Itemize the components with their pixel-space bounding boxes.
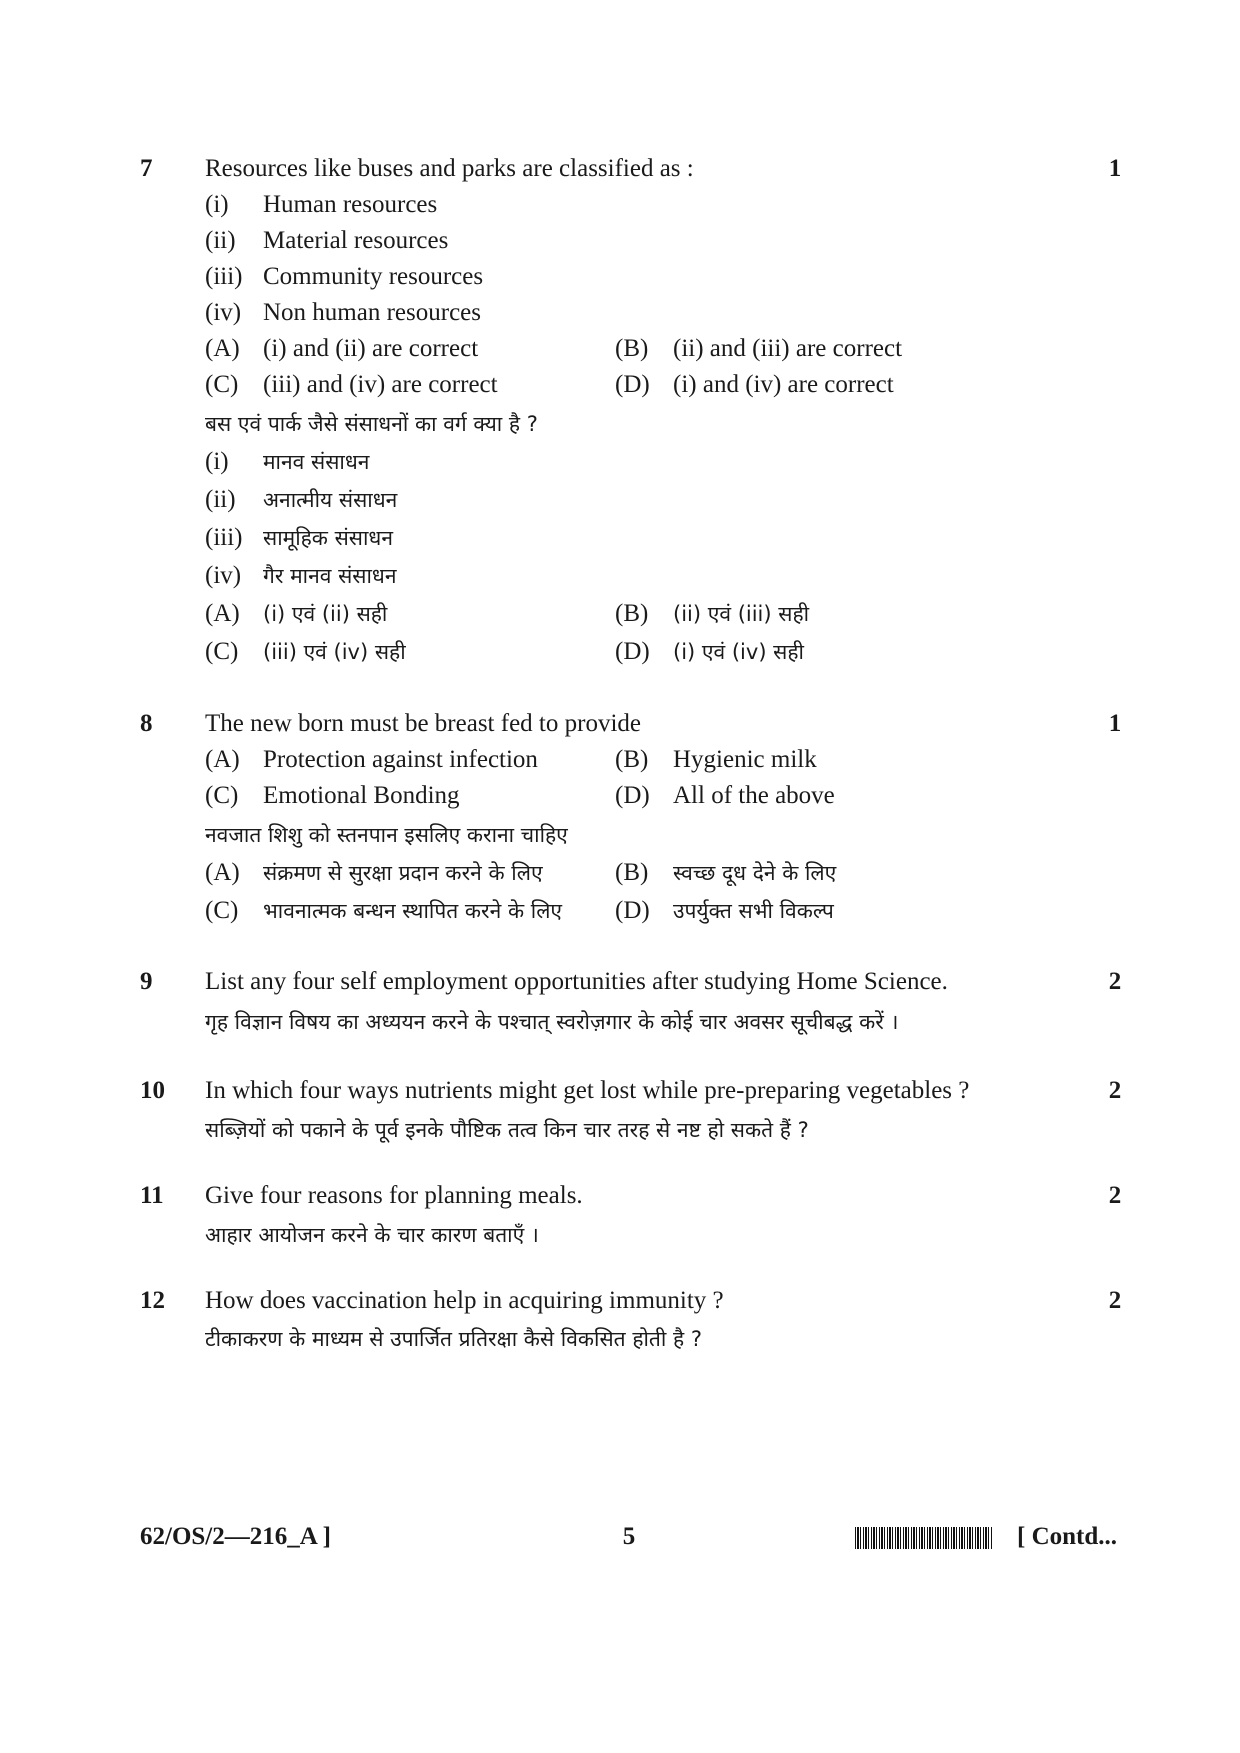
option-d: (D) (i) and (iv) are correct xyxy=(615,371,894,398)
list-item: (i) मानव संसाधन xyxy=(205,448,370,475)
list-item: (iv) गैर मानव संसाधन xyxy=(205,562,397,589)
question-text-en: How does vaccination help in acquiring immunity ? xyxy=(205,1287,724,1314)
contd-label: [ Contd... xyxy=(1017,1523,1118,1550)
question-marks: 1 xyxy=(1108,710,1122,737)
question-marks: 2 xyxy=(1108,1287,1122,1314)
list-item: (ii) Material resources xyxy=(205,227,449,254)
question-number: 7 xyxy=(140,155,153,182)
list-item: (i) Human resources xyxy=(205,191,438,218)
list-item: (iii) Community resources xyxy=(205,263,484,290)
list-item: (ii) अनात्मीय संसाधन xyxy=(205,486,398,513)
option-a: (A) Protection against infection xyxy=(205,746,538,773)
option-c: (C) (iii) and (iv) are correct xyxy=(205,371,498,398)
question-text-hi: गृह विज्ञान विषय का अध्ययन करने के पश्चात् स्वरोज़गार के कोई चार अवसर सूचीबद्ध करें । xyxy=(205,1010,899,1034)
list-item: (iii) सामूहिक संसाधन xyxy=(205,524,393,551)
option-b-hi: (B) (ii) एवं (iii) सही xyxy=(615,600,810,627)
question-text-en: List any four self employment opportunities after studying Home Science. xyxy=(205,968,948,995)
question-number: 12 xyxy=(140,1287,165,1314)
barcode-icon xyxy=(855,1527,993,1549)
question-text-en: Resources like buses and parks are classified as : xyxy=(205,155,694,182)
question-text-en: The new born must be breast fed to provide xyxy=(205,710,641,737)
question-number: 9 xyxy=(140,968,153,995)
question-marks: 2 xyxy=(1108,1182,1122,1209)
question-text-hi: बस एवं पार्क जैसे संसाधनों का वर्ग क्या है ? xyxy=(205,412,538,436)
question-text-hi: सब्ज़ियों को पकाने के पूर्व इनके पौष्टिक तत्व किन चार तरह से नष्ट हो सकते हैं ? xyxy=(205,1118,809,1142)
option-b: (B) (ii) and (iii) are correct xyxy=(615,335,903,362)
option-d-hi: (D) (i) एवं (iv) सही xyxy=(615,638,804,665)
question-text-hi: नवजात शिशु को स्तनपान इसलिए कराना चाहिए xyxy=(205,823,568,847)
paper-code: 62/OS/2—216_A ] xyxy=(140,1523,331,1550)
question-marks: 2 xyxy=(1108,1077,1122,1104)
option-b-hi: (B) स्वच्छ दूध देने के लिए xyxy=(615,859,837,886)
option-a: (A) (i) and (ii) are correct xyxy=(205,335,479,362)
page-footer xyxy=(0,1523,1240,1557)
option-c-hi: (C) (iii) एवं (iv) सही xyxy=(205,638,406,665)
option-d: (D) All of the above xyxy=(615,782,835,809)
question-text-en: In which four ways nutrients might get lost while pre-preparing vegetables ? xyxy=(205,1077,970,1104)
option-a-hi: (A) संक्रमण से सुरक्षा प्रदान करने के लिए xyxy=(205,859,543,886)
question-number: 11 xyxy=(140,1182,164,1209)
option-d-hi: (D) उपर्युक्त सभी विकल्प xyxy=(615,897,834,924)
option-c-hi: (C) भावनात्मक बन्धन स्थापित करने के लिए xyxy=(205,897,563,924)
question-number: 8 xyxy=(140,710,153,737)
option-c: (C) Emotional Bonding xyxy=(205,782,460,809)
question-text-hi: आहार आयोजन करने के चार कारण बताएँ । xyxy=(205,1223,539,1247)
question-number: 10 xyxy=(140,1077,165,1104)
page-number: 5 xyxy=(622,1523,636,1550)
list-item: (iv) Non human resources xyxy=(205,299,481,326)
question-marks: 1 xyxy=(1108,155,1122,182)
question-text-en: Give four reasons for planning meals. xyxy=(205,1182,583,1209)
question-marks: 2 xyxy=(1108,968,1122,995)
question-text-hi: टीकाकरण के माध्यम से उपार्जित प्रतिरक्षा कैसे विकसित होती है ? xyxy=(205,1327,702,1351)
option-a-hi: (A) (i) एवं (ii) सही xyxy=(205,600,388,627)
option-b: (B) Hygienic milk xyxy=(615,746,817,773)
